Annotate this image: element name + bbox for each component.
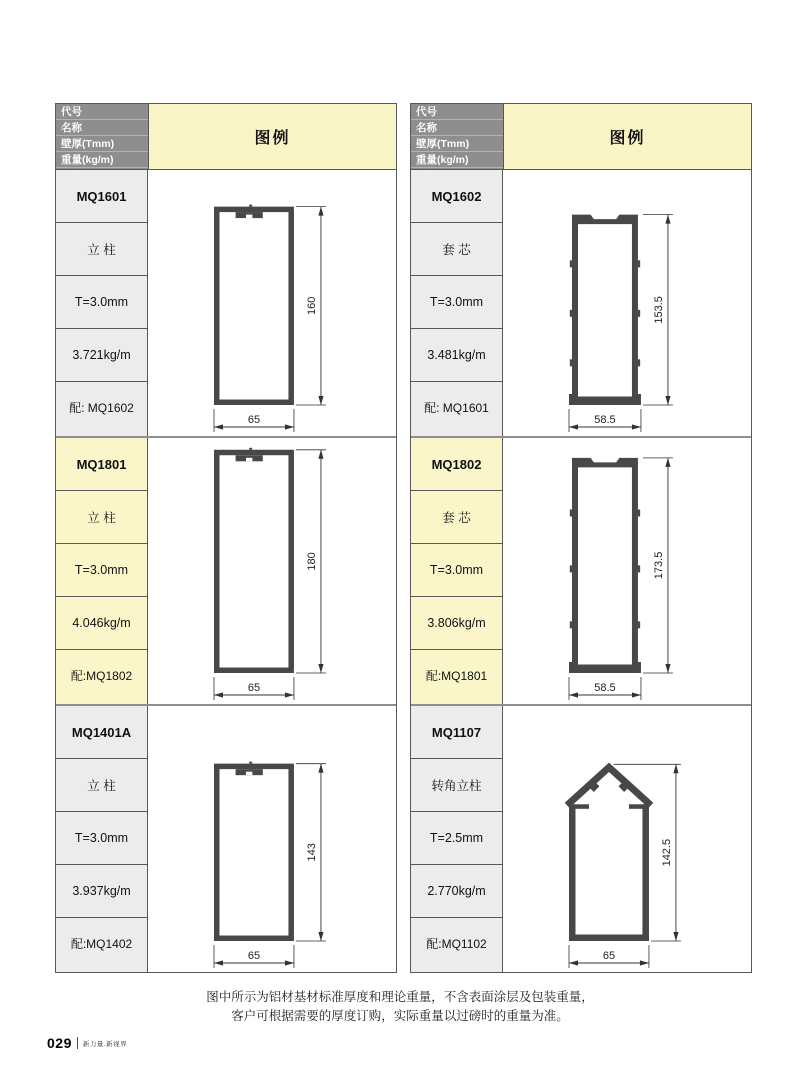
profile-labels [56, 438, 148, 704]
page-number: 029 [47, 1035, 72, 1051]
profile-name: 套 芯 [411, 491, 502, 544]
profile-row-mq1602 [411, 170, 751, 436]
profile-drawing [503, 706, 751, 972]
profile-cross-section [503, 170, 751, 436]
profile-match: 配:MQ1802 [70, 669, 133, 683]
header-row-name: 名称 [56, 120, 148, 136]
svg-text:65: 65 [247, 414, 261, 426]
legend-header: 图例 [148, 104, 396, 169]
svg-text:180: 180 [305, 552, 318, 571]
footer-divider [77, 1037, 78, 1049]
profile-row-mq1107 [411, 704, 751, 972]
profile-row-mq1801 [56, 436, 396, 704]
profile-labels [56, 170, 148, 436]
header-row-thickness: 壁厚(Tmm) [411, 136, 503, 152]
svg-text:58.5: 58.5 [594, 682, 616, 694]
profile-drawing [148, 706, 396, 972]
profile-row-mq1401a [56, 704, 396, 972]
footer-slogan: 新力量.新视界 [82, 1040, 128, 1048]
svg-text:58.5: 58.5 [594, 414, 616, 426]
profile-labels [56, 706, 148, 972]
header-row-weight: 重量(kg/m) [56, 152, 148, 168]
profile-code: MQ1601 [56, 170, 147, 223]
profile-labels [411, 170, 503, 436]
legend-header: 图例 [503, 104, 751, 169]
profile-weight: 3.806kg/m [411, 597, 502, 650]
header-row-code: 代号 [56, 104, 148, 120]
page-footer [47, 1035, 127, 1051]
profile-cross-section [148, 706, 396, 972]
header-row-thickness: 壁厚(Tmm) [56, 136, 148, 152]
header-label-column [56, 104, 148, 169]
header-row-name: 名称 [411, 120, 503, 136]
profile-drawing [148, 438, 396, 704]
svg-text:65: 65 [247, 682, 261, 694]
profile-cross-section [148, 170, 396, 436]
profile-match: 配: MQ1602 [69, 401, 134, 415]
profile-code: MQ1602 [411, 170, 502, 223]
profile-thickness: T=3.0mm [56, 276, 147, 329]
profile-cross-section [503, 706, 751, 972]
profile-weight: 3.721kg/m [56, 329, 147, 382]
footnote [0, 988, 800, 1026]
profile-match: 配: MQ1601 [424, 401, 489, 415]
profile-drawing [503, 438, 751, 704]
profile-match: 配:MQ1402 [70, 937, 133, 951]
profile-cross-section [503, 438, 751, 704]
profile-thickness: T=3.0mm [56, 812, 147, 865]
profile-match: 配:MQ1102 [426, 937, 487, 951]
svg-text:65: 65 [247, 950, 261, 962]
svg-text:160: 160 [305, 296, 318, 315]
table-header [56, 104, 396, 170]
profile-drawing [148, 170, 396, 436]
header-label-column [411, 104, 503, 169]
profile-thickness: T=2.5mm [411, 812, 502, 865]
profile-tables [55, 103, 752, 973]
profile-thickness: T=3.0mm [56, 544, 147, 597]
profile-thickness: T=3.0mm [411, 544, 502, 597]
profile-code: MQ1107 [411, 706, 502, 759]
profile-table-right [410, 103, 752, 973]
svg-text:173.5: 173.5 [652, 551, 665, 580]
profile-name: 立 柱 [56, 491, 147, 544]
profile-drawing [503, 170, 751, 436]
profile-row-mq1601 [56, 170, 396, 436]
profile-code: MQ1802 [411, 438, 502, 491]
svg-text:142.5: 142.5 [660, 838, 673, 867]
profile-name: 套 芯 [411, 223, 502, 276]
profile-weight: 2.770kg/m [411, 865, 502, 918]
profile-thickness: T=3.0mm [411, 276, 502, 329]
profile-code: MQ1801 [56, 438, 147, 491]
table-header [411, 104, 751, 170]
svg-text:65: 65 [602, 950, 616, 962]
profile-table-left [55, 103, 397, 973]
svg-text:143: 143 [305, 843, 318, 862]
header-row-code: 代号 [411, 104, 503, 120]
profile-weight: 3.481kg/m [411, 329, 502, 382]
profile-weight: 4.046kg/m [56, 597, 147, 650]
profile-labels [411, 438, 503, 704]
svg-text:153.5: 153.5 [652, 296, 665, 324]
profile-labels [411, 706, 503, 972]
profile-cross-section [148, 438, 396, 704]
profile-weight: 3.937kg/m [56, 865, 147, 918]
profile-code: MQ1401A [56, 706, 147, 759]
footnote-line-1: 图中所示为铝材基材标准厚度和理论重量，不含表面涂层及包装重量， [206, 990, 594, 1004]
profile-row-mq1802 [411, 436, 751, 704]
profile-match: 配:MQ1801 [425, 669, 488, 683]
header-row-weight: 重量(kg/m) [411, 152, 503, 168]
profile-name: 立 柱 [56, 759, 147, 812]
profile-name: 转角立柱 [411, 759, 502, 812]
profile-name: 立 柱 [56, 223, 147, 276]
footnote-line-2: 客户可根据需要的厚度订购，实际重量以过磅时的重量为准。 [231, 1008, 569, 1023]
